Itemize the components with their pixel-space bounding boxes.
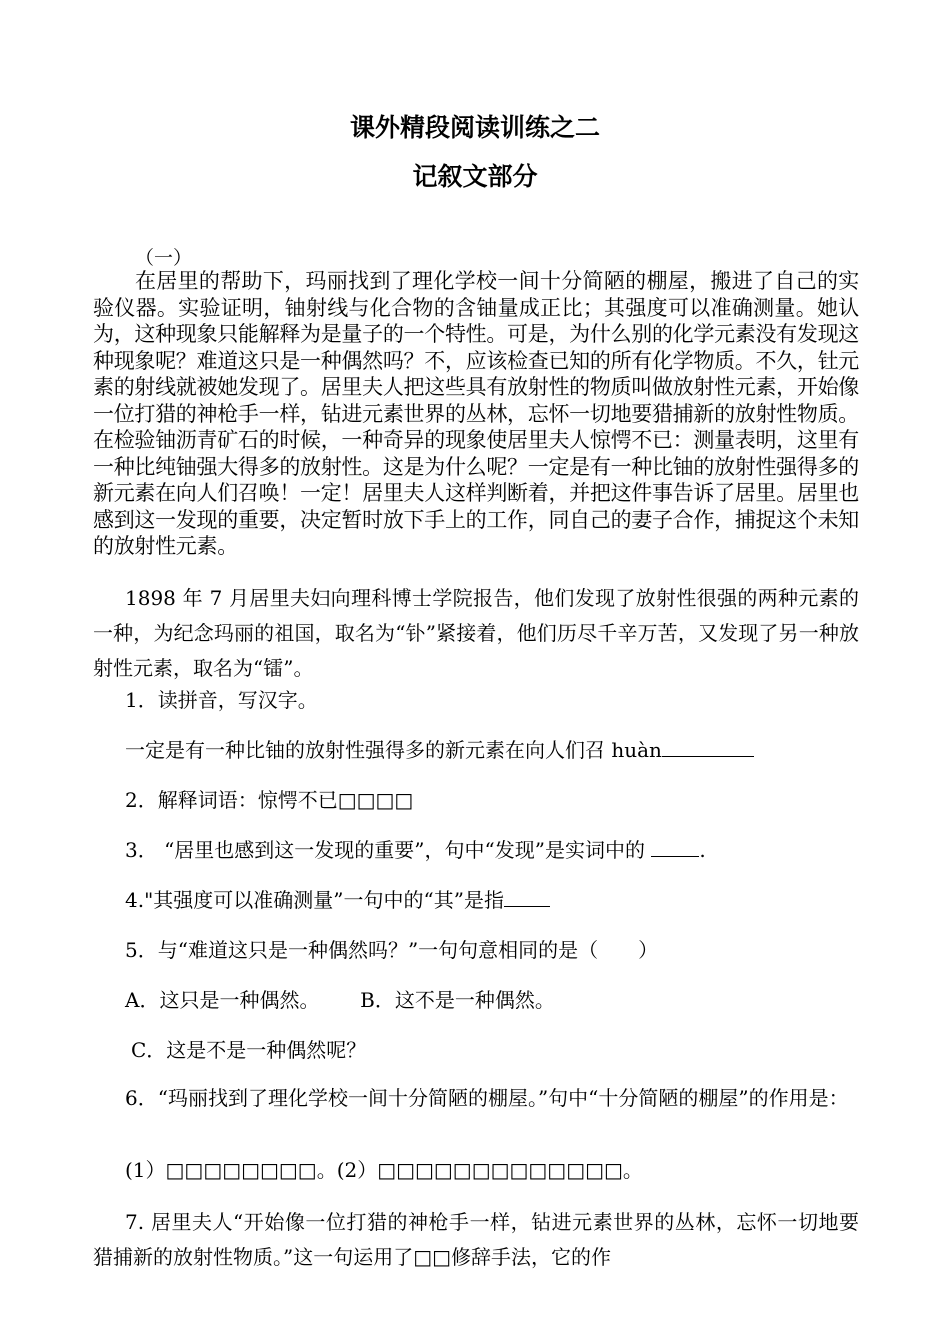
document-subtitle: 记叙文部分 <box>412 162 538 191</box>
question-1: 1．读拼音，写汉字。 <box>125 688 318 712</box>
question-3-end: . <box>699 838 706 862</box>
question-6-answers: (1）□□□□□□□□。(2）□□□□□□□□□□□□□。 <box>125 1158 643 1182</box>
question-4 <box>125 887 550 913</box>
answer-blank-3[interactable] <box>651 856 699 857</box>
question-5: 5．与“难道这只是一种偶然吗？”一句句意相同的是（ ） <box>125 938 659 962</box>
section-label: （一） <box>135 247 193 269</box>
question-4-text: 4."其强度可以准确测量”一句中的“其”是指 <box>125 888 504 912</box>
question-6: 6．“玛丽找到了理化学校一间十分简陋的棚屋。”句中“十分简陋的棚屋”的作用是： <box>125 1086 849 1110</box>
passage-paragraph-2: 1898 年 7 月居里夫妇向理科博士学院报告，他们发现了放射性很强的两种元素的一种，为纪念玛丽的祖国，取名为“钋”紧接着，他们历尽千辛万苦，又发现了另一种放射性元素，取名为“镭”。 <box>93 586 859 680</box>
question-5-options-ab <box>125 987 555 1013</box>
option-c: C．这是不是一种偶然呢？ <box>131 1038 367 1062</box>
option-b: B．这不是一种偶然。 <box>360 988 555 1012</box>
question-7: 7. 居里夫人“开始像一位打猎的神枪手一样，钻进元素世界的丛林，忘怀一切地要猎捕新的放射性物质。”这一句运用了□□修辞手法，它的作 <box>93 1210 859 1269</box>
answer-blank-1[interactable] <box>662 756 754 757</box>
document-title: 课外精段阅读训练之二 <box>349 113 600 142</box>
passage-paragraph-1: 在居里的帮助下，玛丽找到了理化学校一间十分简陋的棚屋，搬进了自己的实验仪器。实验证明，铀射线与化合物的含铀量成正比；其强度可以准确测量。她认为，这种现象只能解释为是量子的一个特性。可是，为什么别的化学元素没有发现这种现象呢？难道这只是一种偶然吗？不，应该检查已知的所有化学物质。不久，钍元素的射线就被她发现了。居里夫人把这些具有放射性的物质叫做放射性元素，开始像一位打猎的神枪手一样，钻进元素世界的丛林，忘怀一切地要猎捕新的放射性物质。在检验铀沥青矿石的时候，一种奇异的现象使居里夫人惊愕不已：测量表明，这里有一种比纯铀强大得多的放射性。这是为什么呢？一定是有一种比铀的放射性强得多的新元素在向人们召唤！一定！居里夫人这样判断着，并把这件事告诉了居里。居里也感到这一发现的重要，决定暂时放下手上的工作，同自己的妻子合作，捕捉这个未知的放射性元素。 <box>93 269 859 558</box>
answer-blank-4[interactable] <box>504 906 550 907</box>
question-1-sentence <box>125 737 754 763</box>
question-1-sentence-text: 一定是有一种比铀的放射性强得多的新元素在向人们召 huàn <box>125 738 662 762</box>
option-a: A．这只是一种偶然。 <box>125 988 320 1012</box>
question-3-text: 3． “居里也感到这一发现的重要”，句中“发现”是实词中的 <box>125 838 645 862</box>
question-2: 2．解释词语：惊愕不已□□□□ <box>125 788 414 812</box>
question-3 <box>125 837 706 863</box>
